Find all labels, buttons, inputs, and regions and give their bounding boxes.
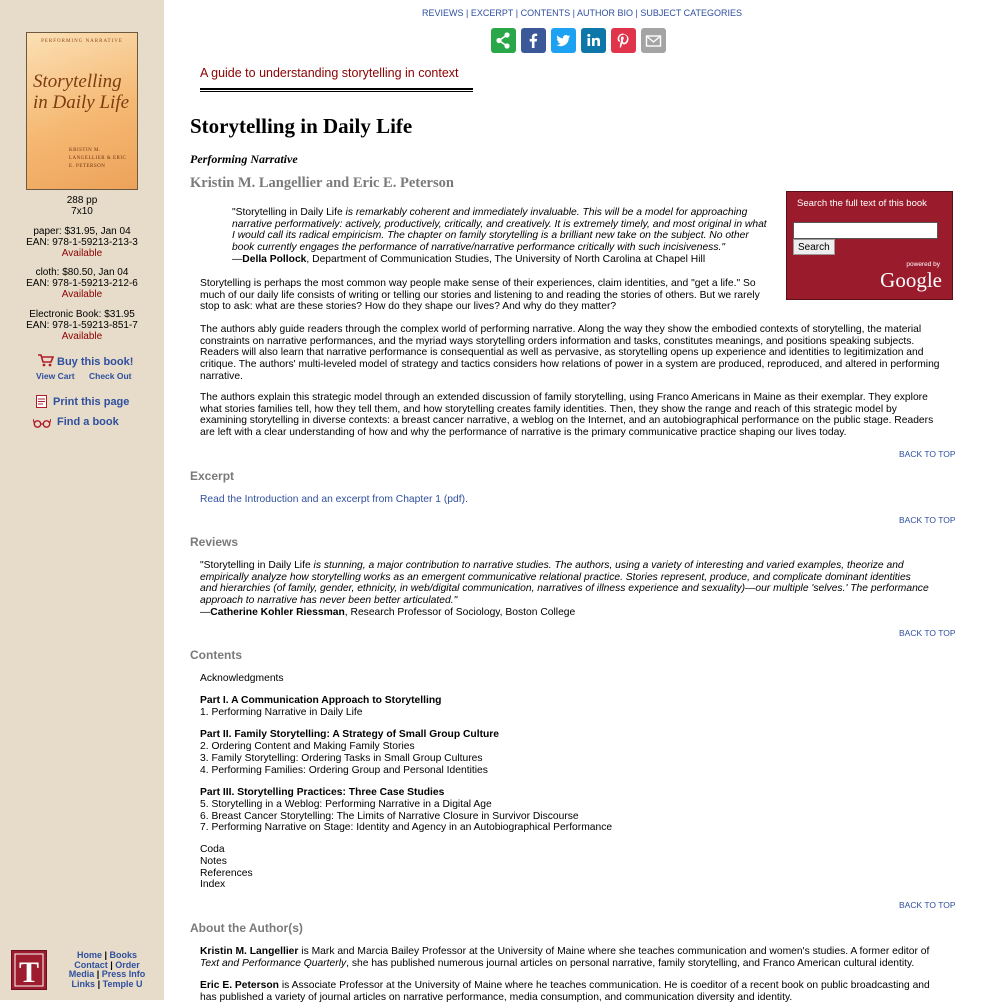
toc-chapter: 4. Performing Families: Ordering Group and Personal Identities bbox=[200, 765, 488, 776]
print-icon bbox=[36, 395, 47, 411]
edition-ebook-price: Electronic Book: $31.95 bbox=[29, 309, 135, 320]
email-icon[interactable] bbox=[641, 28, 666, 53]
footer-link-contact[interactable]: Contact bbox=[74, 959, 108, 970]
find-book-label: Find a book bbox=[57, 416, 119, 428]
pinterest-icon[interactable] bbox=[611, 28, 636, 53]
logo-letter: T bbox=[18, 956, 40, 989]
toc-part-title: Part III. Storytelling Practices: Three Case Studies bbox=[200, 787, 445, 798]
author-bio-2: Eric E. Peterson is Associate Professor at the University of Maine where he teaches communication. He is coeditor of a recent book on public broadcasting and has published a variety of journal articles on narrative performance, media consumption, and communication diversity and identity. bbox=[200, 980, 930, 1003]
cover-title: Storytelling in Daily Life bbox=[33, 71, 130, 113]
toc-back-matter: References bbox=[200, 868, 253, 879]
print-page-label: Print this page bbox=[53, 396, 130, 408]
footer-links: Home | Books Contact | Order Media | Press Info Links | Temple U bbox=[68, 950, 146, 989]
contents-heading: Contents bbox=[190, 648, 242, 662]
book-authors: Kristin M. Langellier and Eric E. Peterson bbox=[190, 175, 454, 191]
book-cover-image[interactable] bbox=[26, 32, 138, 190]
tagline-divider bbox=[200, 88, 473, 92]
buy-book-label: Buy this book! bbox=[57, 356, 134, 368]
buy-book-link[interactable] bbox=[38, 354, 133, 368]
footer-link-home[interactable]: Home bbox=[76, 950, 102, 960]
back-to-top-link[interactable]: BACK TO TOP bbox=[899, 900, 956, 910]
toc-chapter: 7. Performing Narrative on Stage: Identity and Agency in an Autobiographical Performance bbox=[200, 822, 613, 833]
find-book-link[interactable] bbox=[33, 416, 119, 431]
back-to-top-link[interactable]: BACK TO TOP bbox=[899, 449, 956, 459]
facebook-icon[interactable] bbox=[521, 28, 546, 53]
search-box-title: Search the full text of this book bbox=[797, 198, 927, 209]
endorsement-author: Della Pollock bbox=[242, 253, 307, 265]
footer-link-books[interactable]: Books bbox=[109, 950, 138, 960]
author-name: Kristin M. Langellier bbox=[200, 946, 299, 957]
cover-authors: KRISTIN M. LANGELLIER & ERIC E. PETERSON bbox=[69, 148, 127, 169]
edition-ebook-ean: EAN: 978-1-59213-851-7 bbox=[26, 320, 138, 331]
check-out-link[interactable]: Check Out bbox=[89, 371, 132, 381]
glasses-icon bbox=[33, 418, 51, 431]
review-quote: "Storytelling in Daily Life is stunning, a major contribution to narrative studies. The authors, using a variety of interesting and varied examples, theorize and empirically analyze how storytelling works as an emergent communicative relational practice. Stories represent, produce, and complicate dominant identities and hierarchies (of family, gender, ethnicity, in web/digital communication, narratives of illness experience and sexuality)—our multiple 'selves.' The performance approach to narrative has never been better articulated." —Catherine Kohler Riessman, Research Professor of Sociology, Boston College bbox=[200, 560, 929, 618]
top-nav: REVIEWS | EXCERPT | CONTENTS | AUTHOR BIO | SUBJECT CATEGORIES bbox=[421, 8, 743, 18]
full-text-search-box bbox=[786, 191, 953, 300]
search-input[interactable] bbox=[793, 222, 938, 239]
toc-chapter: 1. Performing Narrative in Daily Life bbox=[200, 707, 363, 718]
nav-contents[interactable]: CONTENTS bbox=[520, 8, 571, 18]
endorsement-quote: "Storytelling in Daily Life is remarkably coherent and immediately invaluable. This will be a model for approaching narrative performatively: actively, productively, critically, and creatively. It is extremely timely, and most original in what I would call its radical empiricism. The chapter on family storytelling is a brilliant new take on the subject. No other book currently engages the performance of narrative/narrative performance critically with such incisiveness." —Della Pollock, Department of Communication Studies, The University of North Carolina at Chapel Hill bbox=[232, 207, 767, 265]
tagline: A guide to understanding storytelling in context bbox=[200, 66, 459, 80]
edition-paper-ean: EAN: 978-1-59213-213-3 bbox=[26, 237, 138, 248]
nav-subject-categories[interactable]: SUBJECT CATEGORIES bbox=[640, 8, 743, 18]
reviews-heading: Reviews bbox=[190, 535, 239, 549]
footer-link-links[interactable]: Links bbox=[71, 978, 96, 989]
book-subtitle: Performing Narrative bbox=[190, 152, 298, 166]
author-name: Eric E. Peterson bbox=[200, 980, 279, 991]
toc-back-matter: Index bbox=[200, 879, 226, 890]
footer-link-media[interactable]: Media bbox=[68, 969, 95, 979]
page-title: Storytelling in Daily Life bbox=[190, 114, 413, 138]
description-paragraph-2: The authors ably guide readers through the complex world of performing narrative. Along the way they show the embodied contexts of storytelling, the material constraints on narrative performances, and the myriad ways storytelling orders information and tasks, constitutes meanings, and positions speaking subjects. Readers will also learn that narrative performance is consequential as well as pervasive, as storytelling opens up experience and identities to legitimization and critique. The authors' multi-leveled model of strategy and tactics considers how relations of power in a system are produced, reproduced, and altered in performing narrative. bbox=[200, 324, 940, 382]
toc-chapter: 5. Storytelling in a Weblog: Performing Narrative in a Digital Age bbox=[200, 799, 492, 810]
search-button[interactable]: Search bbox=[793, 239, 835, 255]
toc-back-matter: Notes bbox=[200, 856, 227, 867]
toc-back-matter: Coda bbox=[200, 844, 225, 855]
footer-link-temple-u[interactable]: Temple U bbox=[102, 978, 143, 989]
powered-by-label: powered by bbox=[906, 261, 940, 268]
google-logo: Google bbox=[880, 268, 942, 292]
excerpt-pdf-link[interactable]: Read the Introduction and an excerpt from Chapter 1 (pdf). bbox=[200, 494, 468, 505]
back-to-top-link[interactable]: BACK TO TOP bbox=[899, 628, 956, 638]
toc-chapter: 2. Ordering Content and Making Family Stories bbox=[200, 741, 415, 752]
edition-cloth-status: Available bbox=[61, 289, 103, 300]
page-count: 288 pp bbox=[66, 195, 98, 206]
cover-series: PERFORMING NARRATIVE bbox=[41, 39, 123, 44]
sidebar bbox=[0, 0, 164, 1000]
footer-link-press-info[interactable]: Press Info bbox=[101, 969, 146, 979]
edition-paper-price: paper: $31.95, Jan 04 bbox=[33, 226, 131, 237]
footer-link-order[interactable]: Order bbox=[115, 959, 140, 970]
linkedin-icon[interactable] bbox=[581, 28, 606, 53]
print-page-link[interactable] bbox=[36, 395, 129, 411]
twitter-icon[interactable] bbox=[551, 28, 576, 53]
temple-logo[interactable] bbox=[11, 950, 47, 990]
edition-paper-status: Available bbox=[61, 248, 103, 259]
author-bio-1: Kristin M. Langellier is Mark and Marcia Bailey Professor at the University of Maine where she teaches communication and women's studies. A former editor of Text and Performance Quarterly, she has published numerous journal articles on personal narrative, family storytelling, and Franco American cultural identity. bbox=[200, 946, 930, 969]
endorsement-book-title: "Storytelling in Daily Life bbox=[232, 207, 343, 218]
toc-part-title: Part I. A Communication Approach to Storytelling bbox=[200, 695, 442, 706]
share-icon[interactable] bbox=[491, 28, 516, 53]
edition-ebook-status: Available bbox=[61, 331, 103, 342]
endorsement-affiliation: , Department of Communication Studies, The University of North Carolina at Chapel Hill bbox=[306, 253, 706, 265]
review-book-title: "Storytelling in Daily Life bbox=[200, 560, 311, 571]
toc-chapter: 6. Breast Cancer Storytelling: The Limits of Narrative Closure in Survivor Discourse bbox=[200, 811, 579, 822]
description-paragraph-1: Storytelling is perhaps the most common way people make sense of their experiences, claim identities, and "get a life." So much of our daily life consists of writing or telling our stories and listening to and reading the stories of others. But we rarely stop to ask: what are these stories? How do they shape our lives? And why do they matter? bbox=[200, 278, 760, 313]
nav-excerpt[interactable]: EXCERPT bbox=[470, 8, 514, 18]
review-author: Catherine Kohler Riessman bbox=[210, 606, 345, 618]
edition-cloth-price: cloth: $80.50, Jan 04 bbox=[35, 267, 129, 278]
back-to-top-link[interactable]: BACK TO TOP bbox=[899, 515, 956, 525]
review-affiliation: , Research Professor of Sociology, Boston College bbox=[344, 606, 576, 618]
nav-author-bio[interactable]: AUTHOR BIO bbox=[576, 8, 633, 18]
toc-chapter: 3. Family Storytelling: Ordering Tasks in Small Group Cultures bbox=[200, 753, 483, 764]
toc-front-matter: Acknowledgments bbox=[200, 673, 284, 684]
review-text: is stunning, a major contribution to narrative studies. The authors, using a variety of interesting and varied examples, theorize and empirically analyze how storytelling works as an emergent communicative relational practice. Stories represent, produce, and complicate dominant identities and hierarchies (of family, gender, ethnicity, in web/digital communication, narratives of illness experience and sexuality)—our multiple 'selves.' The performance approach to narrative has never been better articulated." bbox=[200, 560, 929, 607]
about-heading: About the Author(s) bbox=[190, 921, 303, 935]
view-cart-link[interactable]: View Cart bbox=[36, 371, 75, 381]
edition-cloth-ean: EAN: 978-1-59213-212-6 bbox=[26, 278, 138, 289]
description-paragraph-3: The authors explain this strategic model through an extended discussion of family storytelling, using Franco Americans in Maine as their exemplar. They explore what stories families tell, how they tell them, and how storytelling creates family identities. Then, they show the range and reach of this strategic model by examining storytelling in diverse contexts: a breast cancer narrative, a weblog on the Internet, and an autobiographical performance on the public stage. Readers are left with a clear understanding of how and why the performance of narrative is the primary communicative practice shaping our lives today. bbox=[200, 392, 934, 439]
toc-part-title: Part II. Family Storytelling: A Strategy of Small Group Culture bbox=[200, 729, 500, 740]
excerpt-heading: Excerpt bbox=[190, 469, 235, 483]
cart-icon bbox=[38, 354, 54, 367]
trim-size: 7x10 bbox=[71, 206, 93, 217]
nav-reviews[interactable]: REVIEWS bbox=[421, 8, 464, 18]
endorsement-text: is remarkably coherent and immediately invaluable. This will be a model for approaching narrative performatively: actively, productively, critically, and creatively. It is extremely timely, and most original in what I would call its radical empiricism. The chapter on family storytelling is a brilliant new take on the subject. No other book currently engages the performance of narrative/narrative performance critically with such incisiveness." bbox=[232, 207, 767, 254]
